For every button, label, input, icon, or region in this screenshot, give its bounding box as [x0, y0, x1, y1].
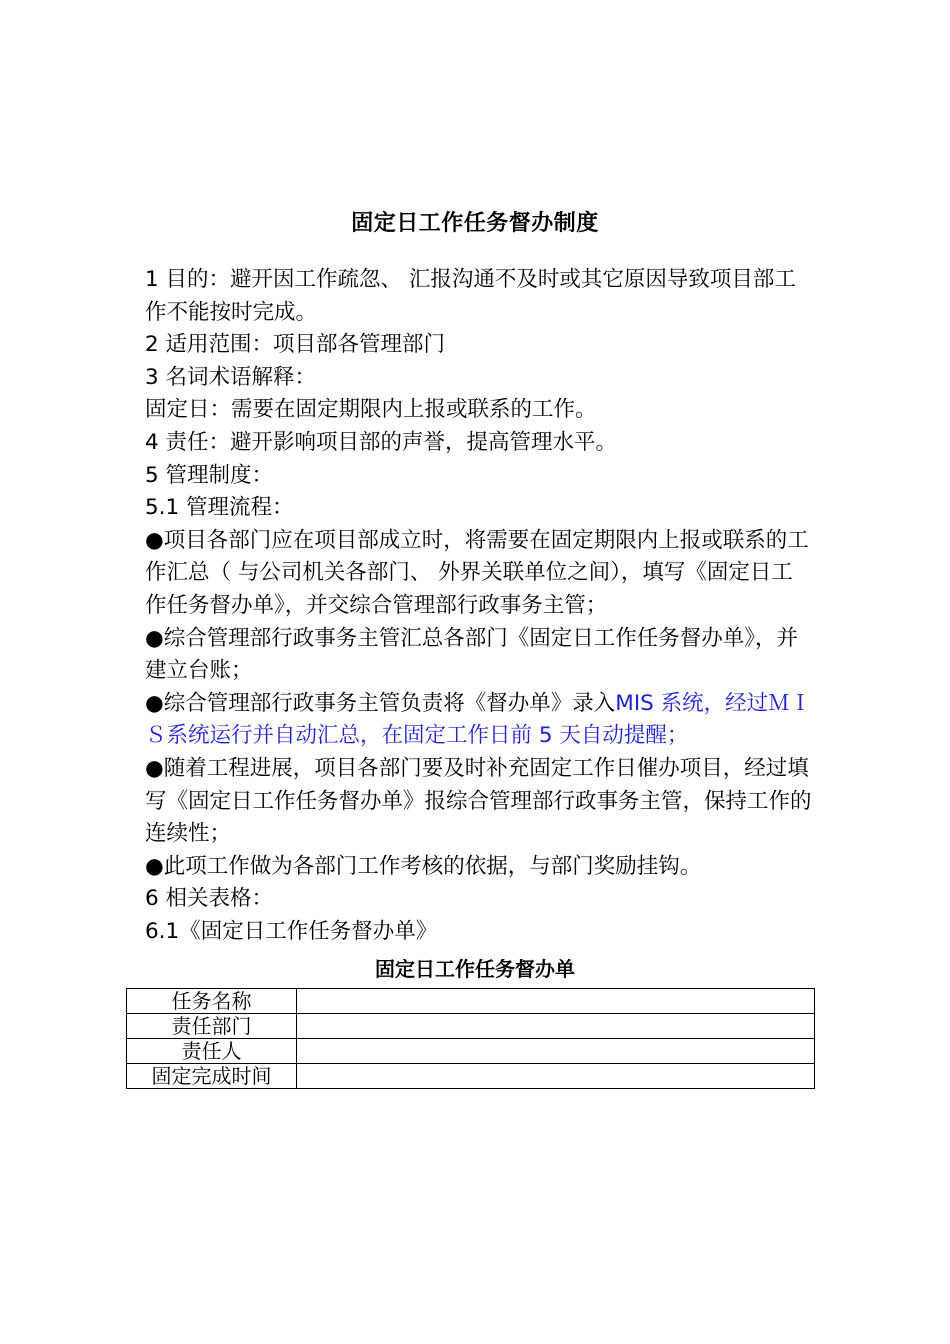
- bullet-text: ●综合管理部行政事务主管负责将《督办单》录入: [145, 690, 616, 716]
- paragraph-management-heading: 5 管理制度：: [145, 462, 274, 488]
- row-value-cell[interactable]: [297, 1064, 815, 1089]
- bullet-item: ●项目各部门应在项目部成立时，将需要在固定期限内上报或联系的工作汇总（ 与公司机关各部门、 外界关联单位之间），填写《固定日工作任务督办单》，并交综合管理部行政事务主管；: [145, 527, 809, 618]
- paragraph-responsibility: 4 责任：避开影响项目部的声誉，提高管理水平。: [145, 429, 618, 455]
- paragraph-terms-heading: 3 名词术语解释：: [145, 364, 317, 390]
- table-row: [127, 1064, 815, 1089]
- paragraph-scope: 2 适用范围：项目部各管理部门: [145, 332, 446, 358]
- table-row: [127, 1039, 815, 1064]
- table-row: [127, 989, 815, 1014]
- supervision-form-table: [126, 988, 815, 1089]
- document-body: [145, 264, 813, 948]
- bullet-item: ●此项工作做为各部门工作考核的依据，与部门奖励挂钩。: [145, 853, 702, 879]
- bullet-item: ●随着工程进展，项目各部门要及时补充固定工作日催办项目，经过填写《固定日工作任务督办单》报综合管理部行政事务主管，保持工作的连续性；: [145, 755, 812, 847]
- paragraph-purpose: 1 目的：避开因工作疏忽、 汇报沟通不及时或其它原因导致项目部工作不能按时完成。: [145, 267, 796, 325]
- row-value-cell[interactable]: [297, 1039, 815, 1064]
- bullet-item: ●综合管理部行政事务主管汇总各部门《固定日工作任务督办单》，并建立台账；: [145, 625, 799, 684]
- table-row: [127, 1014, 815, 1039]
- row-label: 固定完成时间: [127, 1064, 297, 1089]
- document-title: 固定日工作任务督办制度: [351, 211, 599, 236]
- paragraph-term-definition: 固定日：需要在固定期限内上报或联系的工作。: [145, 397, 597, 423]
- row-value-cell[interactable]: [297, 1014, 815, 1039]
- bullet-item: [145, 688, 813, 753]
- row-label: 责任人: [127, 1039, 297, 1064]
- paragraph-form-reference: 6.1《固定日工作任务督办单》: [145, 918, 438, 944]
- paragraph-process-heading: 5.1 管理流程：: [145, 495, 294, 521]
- form-title: 固定日工作任务督办单: [375, 957, 575, 981]
- row-label: 任务名称: [127, 989, 297, 1014]
- row-value-cell[interactable]: [297, 989, 815, 1014]
- row-label: 责任部门: [127, 1014, 297, 1039]
- paragraph-forms-heading: 6 相关表格：: [145, 886, 274, 912]
- highlighted-text: MIS 系统，经过ＭＩＳ系统运行并自动汇总，在固定工作日前 5 天自动提醒；: [145, 690, 812, 749]
